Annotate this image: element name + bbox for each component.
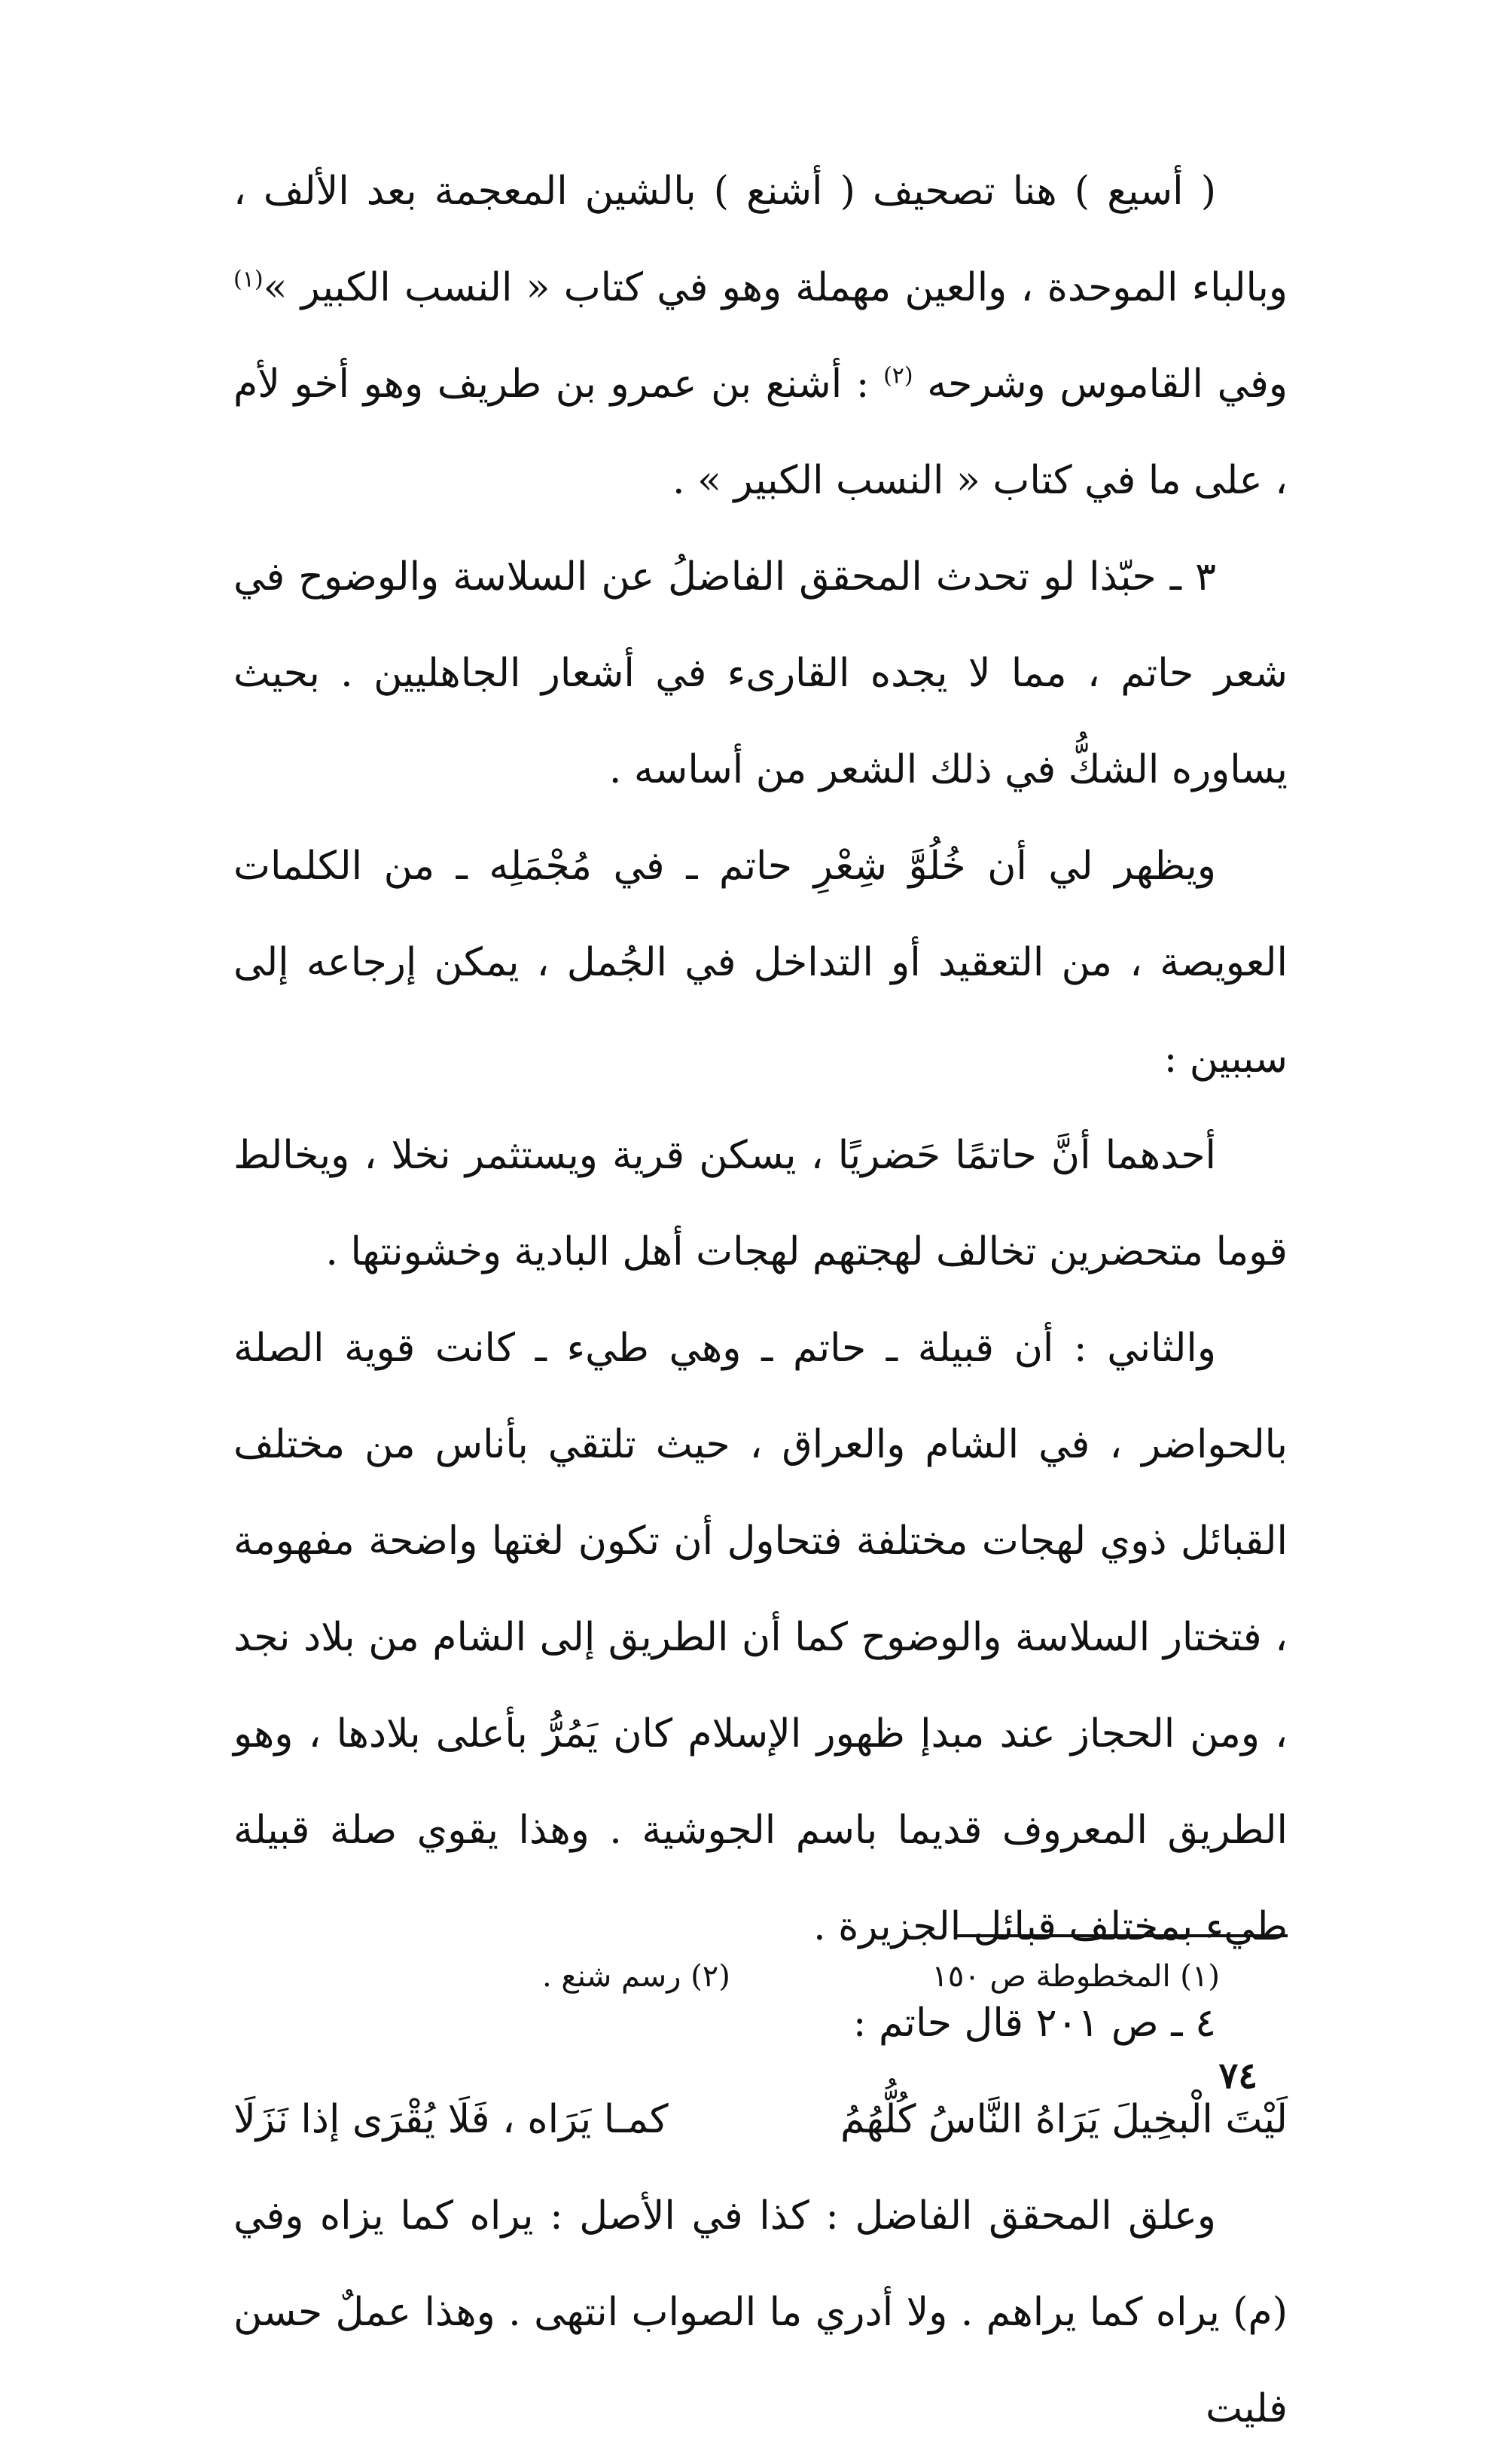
paragraph-1 xyxy=(233,143,1288,529)
paragraph-1-run-1: ( أسيع ) هنا تصحيف ( أشنع ) بالشين المعجمة بعد الألف ، وبالباء الموحدة ، والعين مهملة وهو في كتاب « النسب الكبير » xyxy=(233,169,1288,310)
verse-second-hemistich: كمـا يَرَاه ، فَلَا يُقْرَى إذا نَزَلَا xyxy=(233,2097,669,2142)
footnote-divider xyxy=(955,1934,1288,1937)
footnote-1: (١) المخطوطة ص ١٥٠ xyxy=(931,1959,1220,1994)
verse-first-hemistich: لَيْتَ الْبخِيلَ يَرَاهُ النَّاسُ كُلُّهُمُ xyxy=(840,2097,1288,2142)
closing-paragraph: وعلق المحقق الفاضل : كذا في الأصل : يراه كما يزاه وفي (م) يراه كما يراهم . ولا أدري ما الصواب انتهى . وهذا عملٌ حسن فليت xyxy=(233,2193,1288,2431)
main-text-body xyxy=(233,143,1288,2457)
poetry-verse xyxy=(233,2071,1288,2168)
page-number: ٧٤ xyxy=(1218,2055,1257,2097)
paragraph-2: ٣ ـ حبّذا لو تحدث المحقق الفاضلُ عن السلاسة والوضوح في شعر حاتم ، مما لا يجده القارىء في أشعار الجاهليين . بحيث يساوره الشكُّ في ذلك الشعر من أساسه . xyxy=(233,554,1288,792)
paragraph-4: أحدهما أنَّ حاتمًا حَضريًا ، يسكن قرية ويستثمر نخلا ، ويخالط قوما متحضرين تخالف لهجتهم لهجات أهل البادية وخشونتها . xyxy=(233,1133,1288,1274)
footnote-2: (٢) رسم شنع . xyxy=(542,1959,730,1994)
paragraph-5: والثاني : أن قبيلة ـ حاتم ـ وهي طيء ـ كانت قوية الصلة بالحواضر ، في الشام والعراق ، حيث تلتقي بأناس من مختلف القبائل ذوي لهجات مختلفة فتحاول أن تكون لغتها واضحة مفهومة ، فتختار السلاسة والوضوح كما أن الطريق إلى الشام من بلاد نجد ، ومن الحجاز عند مبدإ ظهور الإسلام كان يَمُرُّ بأعلى بلادها ، وهو الطريق المعروف قديما باسم الجوشية . وهذا يقوي صلة قبيلة طيء بمختلف قبائل الجزيرة . xyxy=(233,1326,1288,1949)
footnotes xyxy=(542,1954,1220,1999)
paragraph-3: ويظهر لي أن خُلُوَّ شِعْرِ حاتم ـ في مُجْمَلِه ـ من الكلمات العويصة ، من التعقيد أو التداخل في الجُمل ، يمكن إرجاعه إلى سببين : xyxy=(233,844,1288,1082)
footnote-ref-2: (٢) xyxy=(883,362,913,389)
footnote-ref-1: (١) xyxy=(233,266,264,293)
paragraph-6: ٤ ـ ص ٢٠١ قال حاتم : xyxy=(852,2001,1216,2046)
paragraph-1-run-3: : أشنع بن عمرو بن طريف وهو أخو لأم ، على ما في كتاب « النسب الكبير » . xyxy=(233,362,1288,503)
paragraph-1-run-2: وفي القاموس وشرحه xyxy=(913,362,1288,407)
